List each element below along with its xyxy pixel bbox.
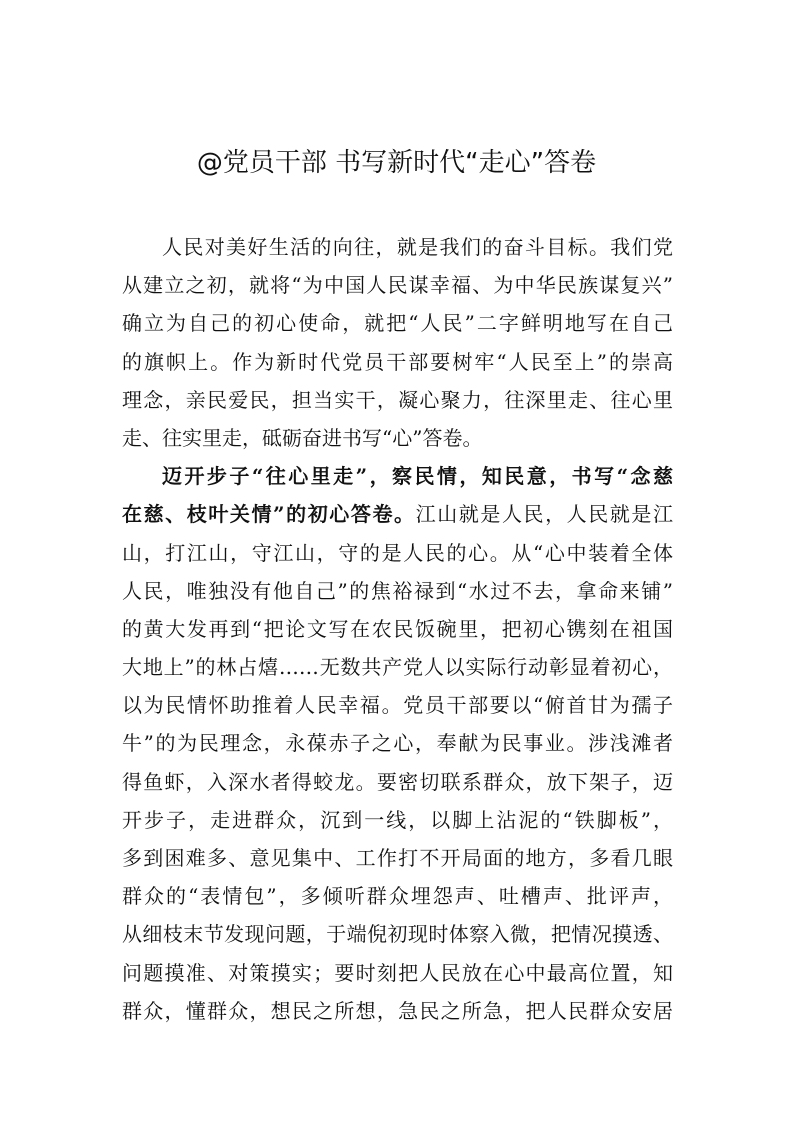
text-line: 从细枝末节发现问题，于端倪初现时体察入微，把情况摸透、 <box>122 922 673 947</box>
text-line: 群众的“表情包”，多倾听群众埋怨声、吐槽声、批评声， <box>122 884 673 909</box>
bold-heading-end: 在慈、枝叶关情”的初心答卷。 <box>122 502 416 527</box>
document-title: @党员干部 书写新时代“走心”答卷 <box>196 148 597 178</box>
text-line: 多到困难多、意见集中、工作打不开局面的地方，多看几眼 <box>122 846 673 870</box>
text-line: 得鱼虾，入深水者得蛟龙。要密切联系群众，放下架子，迈 <box>122 769 673 794</box>
bold-heading-line: 迈开步子“往心里走”，察民情，知民意，书写“念慈 <box>162 464 673 489</box>
text-line: 问题摸准、对策摸实；要时刻把人民放在心中最高位置，知 <box>122 960 673 985</box>
text-line: 开步子，走进群众，沉到一线，以脚上沾泥的“铁脚板”， <box>122 807 673 832</box>
text-line: 走、往实里走，砥砺奋进书写“心”答卷。 <box>122 425 483 450</box>
text-line: 以为民情怀助推着人民幸福。党员干部要以“俯首甘为孺子 <box>122 693 673 718</box>
document-body <box>122 228 673 1030</box>
text-line: 理念，亲民爱民，担当实干，凝心聚力，往深里走、往心里 <box>122 387 673 412</box>
text-line: 山，打江山，守江山，守的是人民的心。从“心中装着全体 <box>122 540 673 565</box>
text-line: 牛”的为民理念，永葆赤子之心，奉献为民事业。涉浅滩者 <box>122 731 673 756</box>
text-segment: 江山就是人民，人民就是江 <box>415 502 673 527</box>
text-line: 确立为自己的初心使命，就把“人民”二字鲜明地写在自己 <box>122 311 673 336</box>
text-line: 人民，唯独没有他自己”的焦裕禄到“水过不去，拿命来铺” <box>122 578 673 603</box>
text-line: 大地上”的林占熺……无数共产党人以实际行动彰显着初心， <box>122 655 673 680</box>
text-line: 从建立之初，就将“为中国人民谋幸福、为中华民族谋复兴” <box>122 273 673 298</box>
text-line: 人民对美好生活的向往，就是我们的奋斗目标。我们党 <box>162 235 673 259</box>
paragraph-2 <box>122 457 673 1030</box>
text-line: 的黄大发再到“把论文写在农民饭碗里，把初心镌刻在祖国 <box>122 616 673 641</box>
text-line <box>122 495 673 533</box>
text-line: 的旗帜上。作为新时代党员干部要树牢“人民至上”的崇高 <box>122 349 673 374</box>
text-line: 群众，懂群众，想民之所想，急民之所急，把人民群众安居 <box>122 998 673 1023</box>
paragraph-1 <box>122 228 673 457</box>
